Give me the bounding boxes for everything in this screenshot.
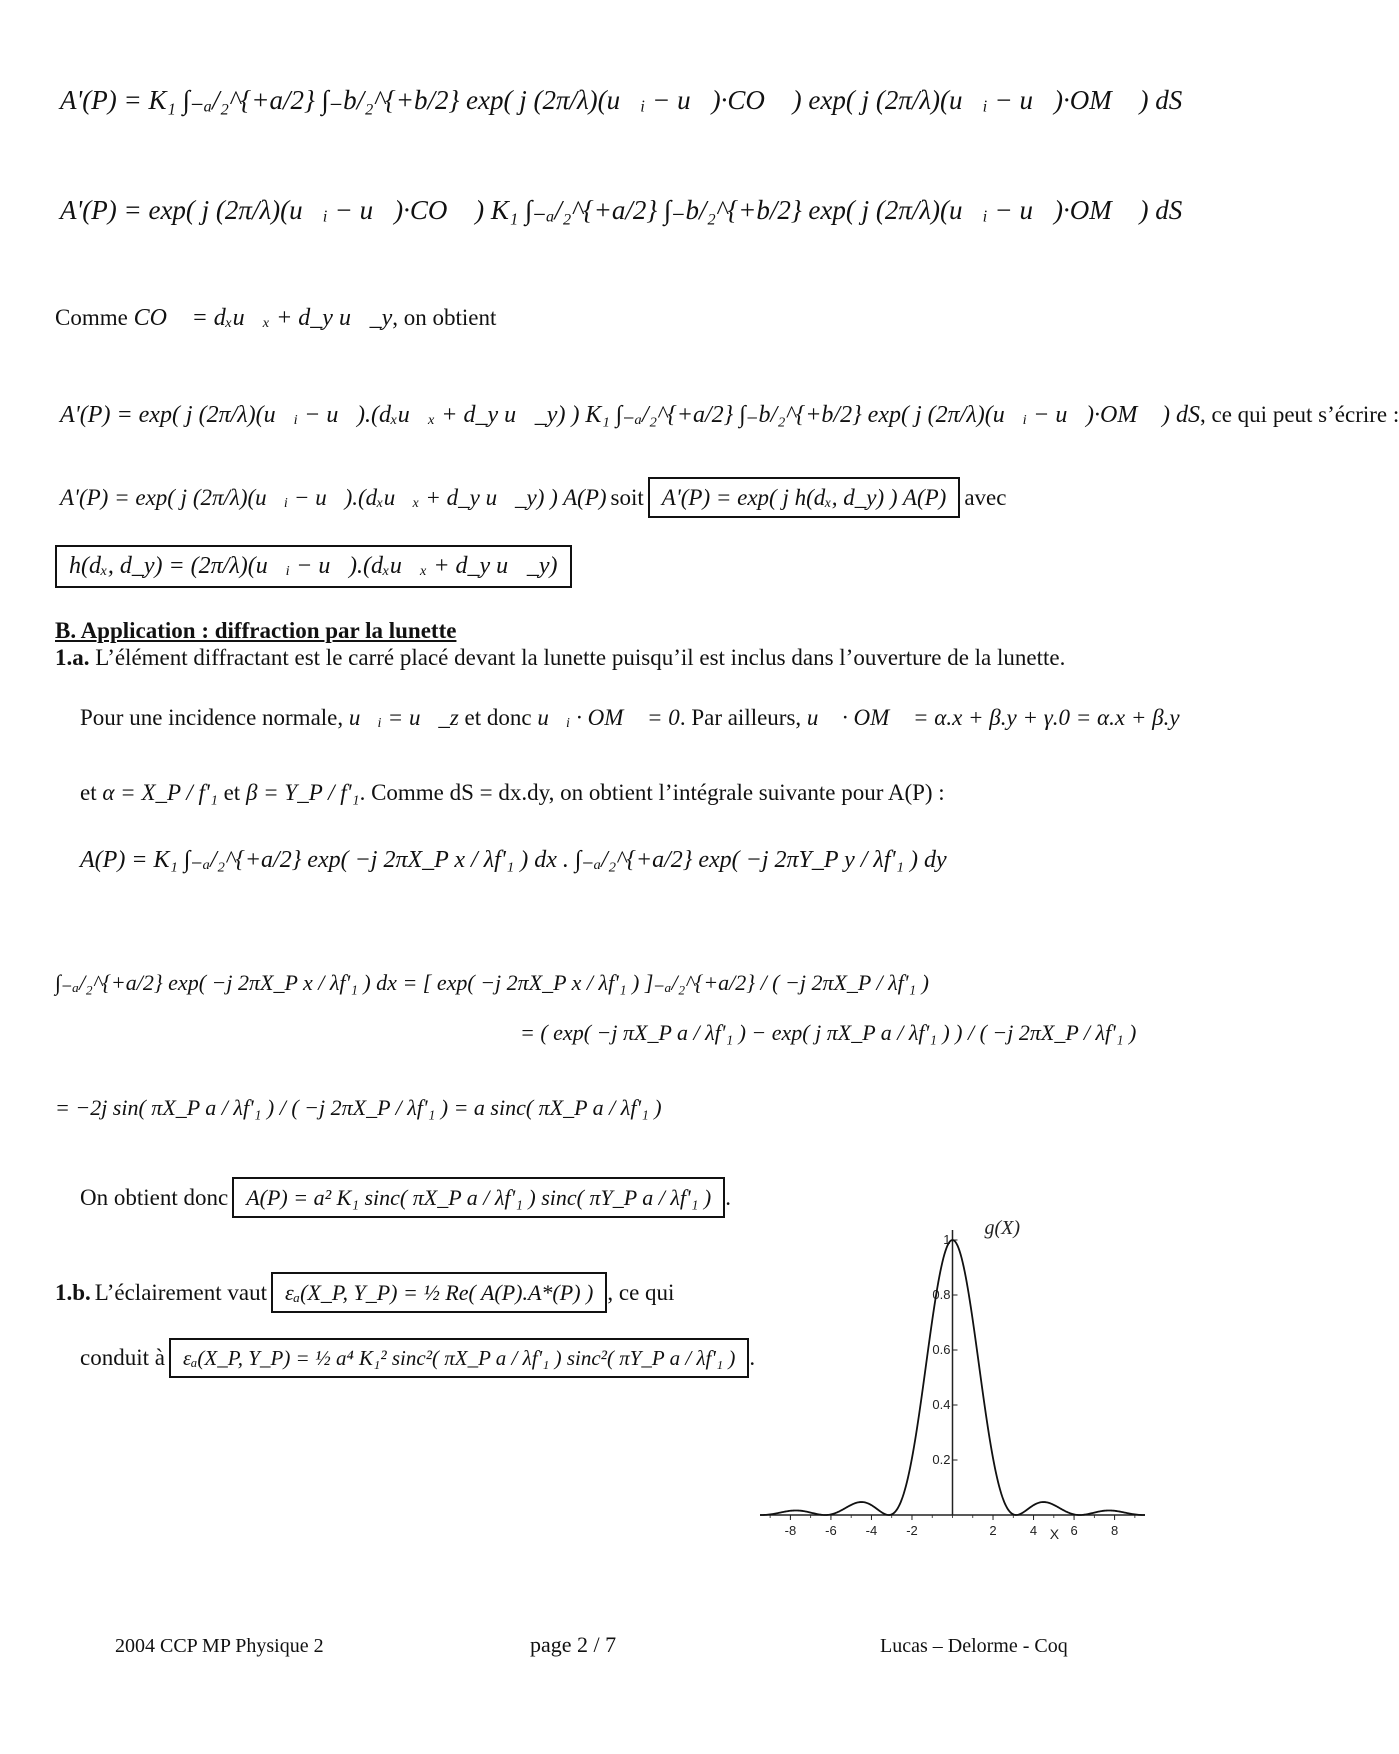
on-obtient-donc-text: On obtient donc bbox=[80, 1185, 229, 1210]
boxed-a-prime-result: A'(P) = exp( j h(dₓ, d_y) ) A(P) bbox=[648, 477, 961, 518]
x-tick-label: 6 bbox=[1070, 1523, 1078, 1538]
x-tick-label: -6 bbox=[825, 1523, 837, 1538]
et-word: et bbox=[80, 780, 97, 805]
eclairement-text: L’éclairement vaut bbox=[94, 1280, 268, 1305]
paragraph-1a-text: L’élément diffractant est le carré placé devant la lunette puisqu’il est inclus dans l’ouverture de la lunette. bbox=[95, 645, 1066, 670]
x-tick-label: -4 bbox=[865, 1523, 878, 1538]
equation-3-line bbox=[60, 400, 1399, 429]
boxed-eclairement-def: εₐ(X_P, Y_P) = ½ Re( A(P).A*(P) ) bbox=[271, 1272, 607, 1313]
y-tick-label: 0.4 bbox=[932, 1397, 951, 1412]
x-axis-label: X bbox=[1049, 1526, 1060, 1542]
on-obtient-text: , on obtient bbox=[392, 305, 497, 330]
equation-4: A'(P) = exp( j (2π/λ)(u⃗ᵢ − u⃗).(dₓu⃗ₓ + d_y u⃗_y) ) A(P) bbox=[60, 485, 607, 510]
section-heading: B. Application : diffraction par la lunette bbox=[55, 618, 457, 643]
ui-dot-om: u⃗ᵢ · OM⃗ = 0 bbox=[537, 705, 680, 730]
comme-line bbox=[55, 305, 496, 332]
conduit-text: conduit à bbox=[80, 1345, 165, 1370]
period-1: . bbox=[725, 1185, 731, 1210]
x-tick-label: 8 bbox=[1110, 1523, 1119, 1538]
x-tick-label: -8 bbox=[784, 1523, 797, 1538]
chart-svg bbox=[740, 1210, 1160, 1550]
co-vector-equation: CO⃗ = dₓu⃗ₓ + d_y u⃗_y bbox=[133, 305, 393, 331]
u-dot-om: u⃗ · OM⃗ = α.x + β.y + γ.0 = α.x + β.y bbox=[806, 705, 1180, 730]
comme-word: Comme bbox=[55, 305, 128, 330]
equation-integral-step-2: = ( exp( −j πX_P a / λf'₁ ) − exp( j πX_P a / λf'₁ ) ) / ( −j 2πX_P / λf'₁ ) bbox=[520, 1020, 1137, 1045]
et-word-2: et bbox=[223, 780, 241, 805]
label-1a: 1.a. bbox=[55, 645, 90, 670]
on-obtient-donc-line bbox=[80, 1185, 731, 1211]
par-ailleurs-text: . Par ailleurs, bbox=[679, 705, 802, 730]
beta-definition: β = Y_P / f'₁ bbox=[245, 780, 360, 805]
x-tick-label: 2 bbox=[989, 1523, 997, 1538]
equation-1: A'(P) = K₁ ∫₋ₐ/₂^{+a/2} ∫₋b/₂^{+b/2} exp( j (2π/λ)(u⃗ᵢ − u⃗)·CO⃗ ) exp( j (2π/λ)(u⃗ᵢ − u⃗)·OM⃗ ) dS bbox=[60, 85, 1183, 115]
boxed-h-definition: h(dₓ, d_y) = (2π/λ)(u⃗ᵢ − u⃗).(dₓu⃗ₓ + d_y u⃗_y) bbox=[55, 545, 572, 588]
paragraph-1b bbox=[55, 1280, 674, 1306]
equation-3: A'(P) = exp( j (2π/λ)(u⃗ᵢ − u⃗).(dₓu⃗ₓ + d_y u⃗_y) ) K₁ ∫₋ₐ/₂^{+a/2} ∫₋b/₂^{+b/2} exp( j (2π/λ)(u⃗ᵢ − u⃗)·OM⃗ ) dS bbox=[60, 402, 1201, 428]
y-tick-label: 0.8 bbox=[932, 1287, 951, 1302]
comme-ds-text: . Comme dS = dx.dy, on obtient l’intégrale suivante pour A(P) : bbox=[359, 780, 945, 805]
et-donc-text: et donc bbox=[464, 705, 532, 730]
y-tick-label: 0.6 bbox=[932, 1342, 951, 1357]
equation-sinc-step: = −2j sin( πX_P a / λf'₁ ) / ( −j 2πX_P / λf'₁ ) = a sinc( πX_P a / λf'₁ ) bbox=[55, 1095, 662, 1120]
boxed-ap-result: A(P) = a² K₁ sinc( πX_P a / λf'₁ ) sinc( πY_P a / λf'₁ ) bbox=[232, 1177, 725, 1218]
avec-word: avec bbox=[964, 485, 1007, 510]
chart-title: g(X) bbox=[984, 1217, 1021, 1239]
sinc-squared-chart bbox=[740, 1210, 1160, 1550]
ce-qui-text: , ce qui bbox=[607, 1280, 675, 1305]
boxed-eclairement-result: εₐ(X_P, Y_P) = ½ a⁴ K₁² sinc²( πX_P a / λf'₁ ) sinc²( πY_P a / λf'₁ ) bbox=[169, 1338, 749, 1378]
soit-word: soit bbox=[610, 485, 644, 510]
equation-2: A'(P) = exp( j (2π/λ)(u⃗ᵢ − u⃗)·CO⃗ ) K₁ ∫₋ₐ/₂^{+a/2} ∫₋b/₂^{+b/2} exp( j (2π/λ)(u⃗ᵢ − u⃗)·OM⃗ ) dS bbox=[60, 195, 1183, 225]
alpha-beta-line bbox=[80, 780, 945, 806]
y-tick-label: 0.2 bbox=[932, 1452, 951, 1467]
footer-right: Lucas – Delorme - Coq bbox=[880, 1635, 1068, 1657]
equation-ap-integral: A(P) = K₁ ∫₋ₐ/₂^{+a/2} exp( −j 2πX_P x / λf'₁ ) dx . ∫₋ₐ/₂^{+a/2} exp( −j 2πY_P y / λf'₁ ) dy bbox=[80, 847, 947, 873]
pour-une-text: Pour une incidence normale, bbox=[80, 705, 344, 730]
y-tick-label: 1 bbox=[943, 1232, 951, 1247]
ui-equals-uz: u⃗ᵢ = u⃗_z bbox=[348, 705, 459, 730]
equation-integral-step-1: ∫₋ₐ/₂^{+a/2} exp( −j 2πX_P x / λf'₁ ) dx = [ exp( −j 2πX_P x / λf'₁ ) ]₋ₐ/₂^{+a/2} / ( −j 2πX_P / λf'₁ ) bbox=[55, 970, 929, 995]
equation-4-line bbox=[60, 485, 1006, 511]
label-1b: 1.b. bbox=[55, 1280, 91, 1305]
ecrire-text: , ce qui peut s’écrire : bbox=[1200, 402, 1399, 427]
x-tick-label: 4 bbox=[1029, 1523, 1038, 1538]
footer-left: 2004 CCP MP Physique 2 bbox=[115, 1635, 324, 1657]
period-2: . bbox=[749, 1345, 756, 1370]
incidence-line bbox=[80, 705, 1180, 731]
x-tick-label: -2 bbox=[906, 1523, 918, 1538]
paragraph-1a bbox=[55, 645, 1065, 671]
footer-page-number: page 2 / 7 bbox=[530, 1632, 617, 1657]
conduit-line bbox=[80, 1345, 755, 1371]
alpha-definition: α = X_P / f'₁ bbox=[102, 780, 218, 805]
